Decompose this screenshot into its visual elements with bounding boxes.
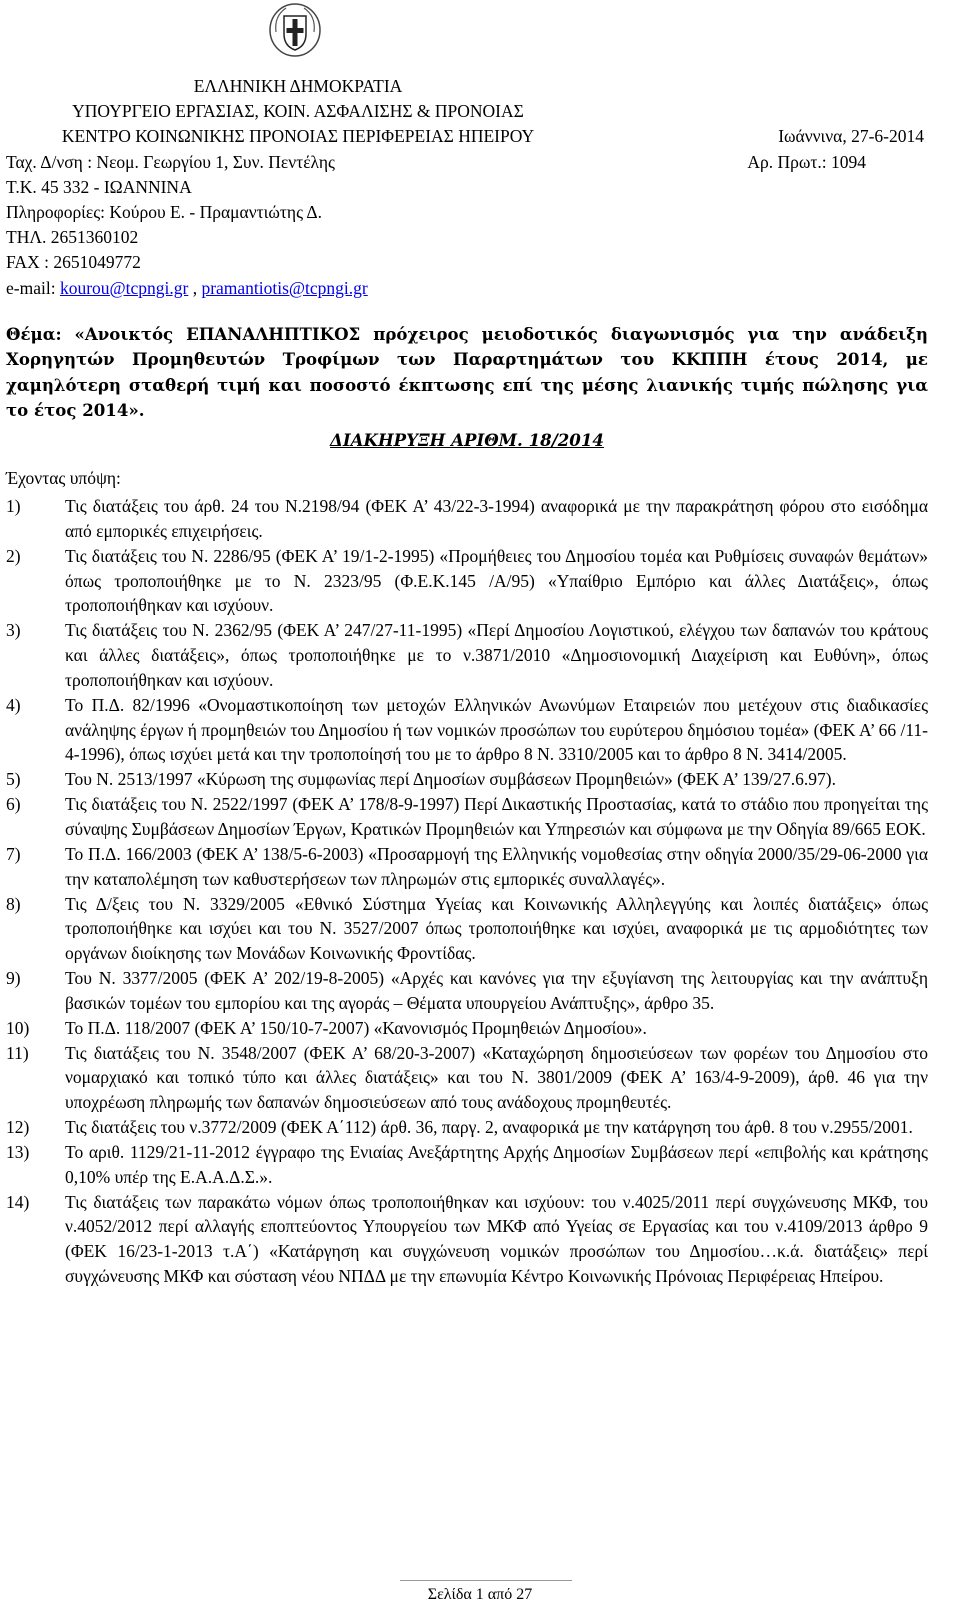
list-item-text: Του Ν. 2513/1997 «Κύρωση της συμφωνίας περί Δημοσίων συμβάσεων Προμηθειών» (ΦΕΚ Α’ 139/27.6.97). [65, 769, 836, 790]
postcode: Τ.Κ. 45 332 - ΙΩΑΝΝΙΝΑ [6, 176, 192, 197]
list-item-text: Τις διατάξεις του άρθ. 24 του Ν.2198/94 (ΦΕΚ Α’ 43/22-3-1994) αναφορικά με την παρακράτηση φόρου στο εισόδημα από εμπορικές επιχειρήσεις. [65, 496, 928, 541]
list-item-number: 9) [6, 968, 21, 989]
list-item-number: 14) [6, 1191, 30, 1212]
list-item-text: Τις διατάξεις του ν.3772/2009 (ΦΕΚ Α΄112) άρθ. 36, παργ. 2, αναφορικά με την κατάργηση του άρθ. 8 του ν.2955/2001. [65, 1117, 913, 1138]
list-item-number: 2) [6, 545, 21, 566]
protocol-number: Αρ. Πρωτ.: 1094 [747, 151, 866, 172]
list-item [6, 892, 928, 967]
list-item-text: Το Π.Δ. 118/2007 (ΦΕΚ Α’ 150/10-7-2007) «Κανονισμός Προμηθειών Δημοσίου». [65, 1017, 647, 1038]
list-item-number: 11) [6, 1042, 29, 1063]
list-item-number: 4) [6, 694, 21, 715]
email-label: e-mail: [6, 277, 60, 298]
list-item-number: 1) [6, 496, 21, 516]
list-item [6, 544, 928, 619]
header-ministry: ΥΠΟΥΡΓΕΙΟ ΕΡΓΑΣΙΑΣ, ΚΟΙΝ. ΑΣΦΑΛΙΣΗΣ & ΠΡΟΝΟΙΑΣ [72, 101, 524, 122]
place-date: Ιωάννινα, 27-6-2014 [778, 126, 924, 147]
list-item-text: Το αριθ. 1129/21-11-2012 έγγραφο της Ενιαίας Ανεξάρτητης Αρχής Δημοσίων Συμβάσεων περί «επιβολής και κράτησης 0,10% υπέρ της Ε.Α.Α.Δ.Σ.». [65, 1141, 928, 1187]
list-item [6, 1115, 928, 1140]
greek-coat-of-arms-emblem [268, 2, 322, 58]
legal-basis-list [6, 494, 928, 1289]
contact-info: Πληροφορίες: Κούρου Ε. - Πραμαντιώτης Δ. [6, 201, 323, 222]
list-item [6, 842, 928, 892]
list-item [6, 693, 928, 768]
list-item-text: Τις διατάξεις των παρακάτω νόμων όπως τροποποιήθηκαν και ισχύουν: του ν.4025/2011 περί συγχώνευσης ΜΚΦ, του ν.4052/2012 περί αλλαγής εποπτεύοντος Υπουργείου των ΜΚΦ από Υγείας σε Εργασίας και του ν.4109/2013 άρθρο 9 (ΦΕΚ 16/23-1-2013 τ.Α΄) «Κατάργηση και συγχώνευση νομικών προσώπων του Δημοσίου…κ.ά. διατάξεις» περί συγχώνευσης ΜΚΦ και σύσταση νέου ΝΠΔΔ με την επωνυμία Κέντρο Κοινωνικής Πρόνοιας Περιφέρειας Ηπείρου. [65, 1191, 928, 1287]
phone: ΤΗΛ. 2651360102 [6, 227, 139, 248]
list-item-number: 5) [6, 769, 21, 790]
list-item-text: Τις διατάξεις του Ν. 2362/95 (ΦΕΚ Α’ 247/27-11-1995) «Περί Δημοσίου Λογιστικού, ελέγχου των δαπανών του κράτους και άλλες διατάξεις», όπως τροποποιήθηκε με το ν.3871/2010 «Δημοσιονομική Διαχείριση και Ευθύνη», όπως τροποποιήθηκαν και ισχύουν. [65, 620, 928, 690]
list-item [6, 1140, 928, 1190]
header-republic: ΕΛΛΗΝΙΚΗ ΔΗΜΟΚΡΑΤΙΑ [193, 76, 403, 96]
email-line [6, 276, 928, 301]
email-link-kourou[interactable]: kourou@tcpngi.gr [59, 277, 189, 298]
footer-divider [400, 1580, 572, 1581]
email-link-pramantiotis[interactable]: pramantiotis@tcpngi.gr [201, 277, 368, 298]
postal-address: Ταχ. Δ/νση : Νεομ. Γεωργίου 1, Συν. Πεντέλης [6, 151, 335, 172]
having-regard-label: Έχοντας υπόψη: [6, 468, 121, 488]
list-item [6, 966, 928, 1016]
list-item [6, 1041, 928, 1116]
list-item-text: Το Π.Δ. 166/2003 (ΦΕΚ Α’ 138/5-6-2003) «Προσαρμογή της Ελληνικής νομοθεσίας στην οδηγία 2000/35/29-06-2000 για την καταπολέμηση των καθυστερήσεων των πληρωμών στις εμπορικές συναλλαγές». [65, 843, 928, 889]
subject-paragraph: Θέμα: «Ανοικτός ΕΠΑΝΑΛΗΠΤΙΚΟΣ πρόχειρος μειοδοτικός διαγωνισμός για την ανάδειξη Χορηγητών Προμηθευτών Τροφίμων των Παραρτημάτων του ΚΚΠΠΗ έτους 2014, με χαμηλότερη σταθερή τιμή και ποσοστό έκπτωσης επί της μέσης λιανικής τιμής πώλησης για το έτος 2014». [6, 324, 928, 421]
list-item-text: Τις διατάξεις του Ν. 2286/95 (ΦΕΚ Α’ 19/1-2-1995) «Προμήθειες του Δημοσίου τομέα και Ρυθμίσεις συναφών θεμάτων» όπως τροποποιήθηκε με το Ν. 2323/95 (Φ.Ε.Κ.145 /Α/95) «Υπαίθριο Εμπόριο και άλλες Διατάξεις», όπως τροποποιήθηκαν και ισχύουν. [65, 545, 928, 616]
list-item [6, 1190, 928, 1289]
page-footer: Σελίδα 1 από 27 [427, 1586, 533, 1603]
list-item-text: Τις διατάξεις του Ν. 3548/2007 (ΦΕΚ Α’ 68/20-3-2007) «Καταχώρηση δημοσιεύσεων των φορέων του Δημοσίου στο νομαρχιακό και τοπικό τύπο και άλλες διατάξεις» και του Ν. 3801/2009 (ΦΕΚ Α’ 163/4-9-2009), άρθ. 46 για την υποχρέωση πληρωμής των δαπανών δημοσιεύσεων από τους ανάδοχους προμηθευτές. [65, 1042, 928, 1113]
list-item-number: 13) [6, 1141, 30, 1162]
document-header [6, 74, 928, 301]
list-item-number: 10) [6, 1017, 30, 1038]
list-item [6, 494, 928, 544]
list-item-text: Του Ν. 3377/2005 (ΦΕΚ Α’ 202/19-8-2005) «Αρχές και κανόνες για την εξυγίανση της λειτουργίας και την ανάπτυξη βασικών τομέων του εμπορίου και της αγοράς – Θέματα υπουργείου Ανάπτυξης», άρθρο 35. [65, 968, 928, 1013]
declaration-title: ΔΙΑΚΗΡΥΞΗ ΑΡΙΘΜ. 18/2014 [330, 430, 604, 450]
list-item-number: 3) [6, 620, 21, 641]
list-item-number: 8) [6, 893, 21, 914]
header-center: ΚΕΝΤΡΟ ΚΟΙΝΩΝΙΚΗΣ ΠΡΟΝΟΙΑΣ ΠΕΡΙΦΕΡΕΙΑΣ ΗΠΕΙΡΟΥ [61, 126, 535, 147]
fax: FAX : 2651049772 [6, 252, 141, 273]
list-item-text: Τις διατάξεις του Ν. 2522/1997 (ΦΕΚ Α’ 178/8-9-1997) Περί Δικαστικής Προστασίας, κατά το στάδιο που προηγείται της σύναψης Συμβάσεων Δημοσίων Έργων, Κρατικών Προμηθειών και Υπηρεσιών και σύμφωνα με την Οδηγία 89/665 ΕΟΚ. [65, 794, 928, 839]
list-item [6, 767, 928, 792]
list-item [6, 792, 928, 842]
list-item-number: 12) [6, 1117, 30, 1138]
list-item-text: Τις Δ/ξεις του Ν. 3329/2005 «Εθνικό Σύστημα Υγείας και Κοινωνικής Αλληλεγγύης και λοιπές διατάξεις» όπως τροποποιήθηκε και ισχύει και του Ν. 3527/2007 όπως τροποποιήθηκε και ισχύει, αναφορικά με τις αρμοδιότητες των οργάνων διοίκησης των Μονάδων Κοινωνικής Φροντίδας. [65, 893, 928, 964]
list-item-number: 6) [6, 794, 21, 815]
list-item-text: Το Π.Δ. 82/1996 «Ονομαστικοποίηση των μετοχών Ελληνικών Ανωνύμων Εταιρειών που μετέχουν στις διαδικασίες ανάληψης έργων ή προμηθειών του Δημοσίου ή των νομικών προσώπων του ευρύτερου δημόσιου τομέα» (ΦΕΚ Α’ 66 /11-4-1996), όπως ισχύει μετά και την τροποποίησή του με το άρθρο 8 Ν. 3310/2005 και το άρθρο 8 Ν. 3414/2005. [65, 694, 929, 765]
list-item [6, 1016, 928, 1041]
list-item-number: 7) [6, 843, 21, 864]
email-separator: , [188, 277, 202, 298]
list-item [6, 618, 928, 693]
